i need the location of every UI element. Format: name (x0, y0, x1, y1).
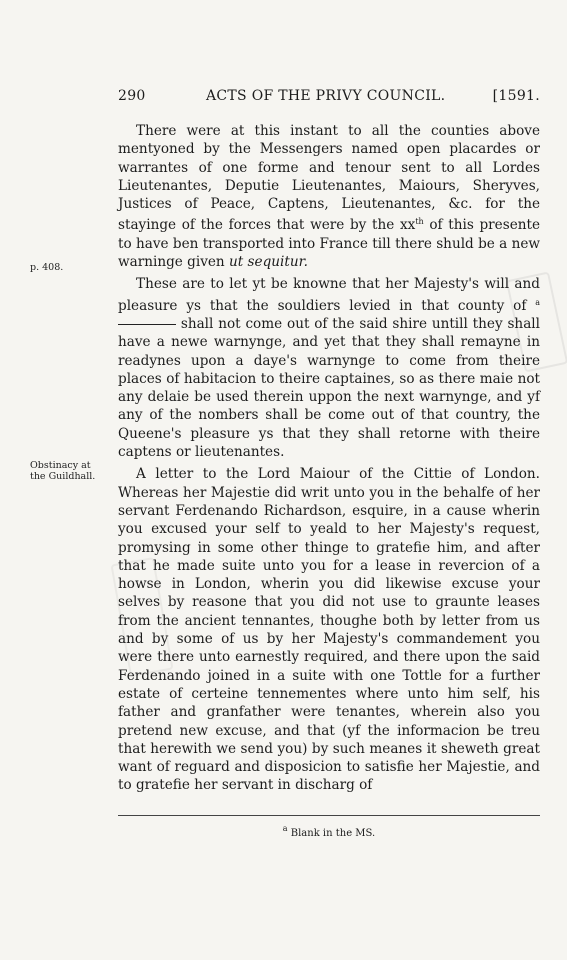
footnote-divider (118, 815, 540, 816)
footnote-mark: a (282, 824, 288, 833)
footnote-text: Blank in the MS. (287, 828, 376, 839)
footnote (118, 824, 540, 839)
margin-heading-line: the Guildhall. (30, 471, 96, 482)
main-text (118, 122, 540, 795)
blank-line (118, 324, 176, 325)
year-marker: [1591. (492, 88, 540, 104)
running-head (118, 88, 540, 112)
paragraph-text: These are to let yt be knowne that her Majesty's will and pleasure ys that the souldiers levied in that county of (118, 276, 540, 314)
paragraph-warrant (118, 275, 540, 461)
page-title: ACTS OF THE PRIVY COUNCIL. (206, 88, 446, 104)
footnote-mark: a (535, 297, 540, 307)
paragraph-text: of this presente to have ben transported into France till there shuld be a new warninge given (118, 217, 541, 271)
paragraph-letter (118, 465, 540, 794)
paragraph-text: shall not come out of the said shire untill they shall have a newe warnynge, and yet that they shall remayne in readynes upon a daye's warnynge to come from theire places of habitacion to theire captaines, so as there maie not any delaie be used therein uppon the next warnynge, and yf any of the nombers shall be come out of that country, the Queene's pleasure ys that they shall retorne with theire captens or lieutenantes. (118, 315, 540, 461)
margin-reference: p. 408. (30, 262, 64, 273)
paragraph-text: There were at this instant to all the counties above mentyoned by the Messengers named open placardes or warrantes of one forme and tenour sent to all Lordes Lieutenantes, Deputie Lieutenantes, Maiours, Sheryves, Justices of Peace, Captens, Lieutenantes, &c. for the stayinge of the forces that were by the xx (118, 123, 540, 234)
margin-heading-line: Obstinacy at (30, 460, 91, 471)
paragraph-text: A letter to the Lord Maiour of the Cittie of London. Whereas her Majestie did writ unto you in the behalfe of her servant Ferdenando Richardson, esquire, in a cause wherin you excused your self to yeald to her Majesty's request, promysing in some other thinge to gratefie him, and after that he made suite unto you for a lease in revercion of a howse in London, wherin you did likewise excuse your selves by reasone that you did not use to graunte leases from the ancient tennantes, thoughe both by letter from us and by some of us by her Majesty's commandement you were there unto earnestly required, and there upon the said Ferdenando joined in a suite with one Tottle for a further estate of certeine tennementes where unto him self, his father and granfather were tenantes, wherein also you pretend new excuse, and that (yf the informacion be treu that herewith we send you) by such meanes it sheweth great want of reguard and disposicion to satisfie her Majestie, and to gratefie her servant in discharg of (118, 466, 540, 794)
margin-heading (30, 460, 110, 482)
paragraph-placards (118, 122, 540, 271)
superscript: th (415, 217, 424, 227)
italic-phrase: ut sequitur. (229, 254, 308, 271)
page-number: 290 (118, 88, 146, 104)
